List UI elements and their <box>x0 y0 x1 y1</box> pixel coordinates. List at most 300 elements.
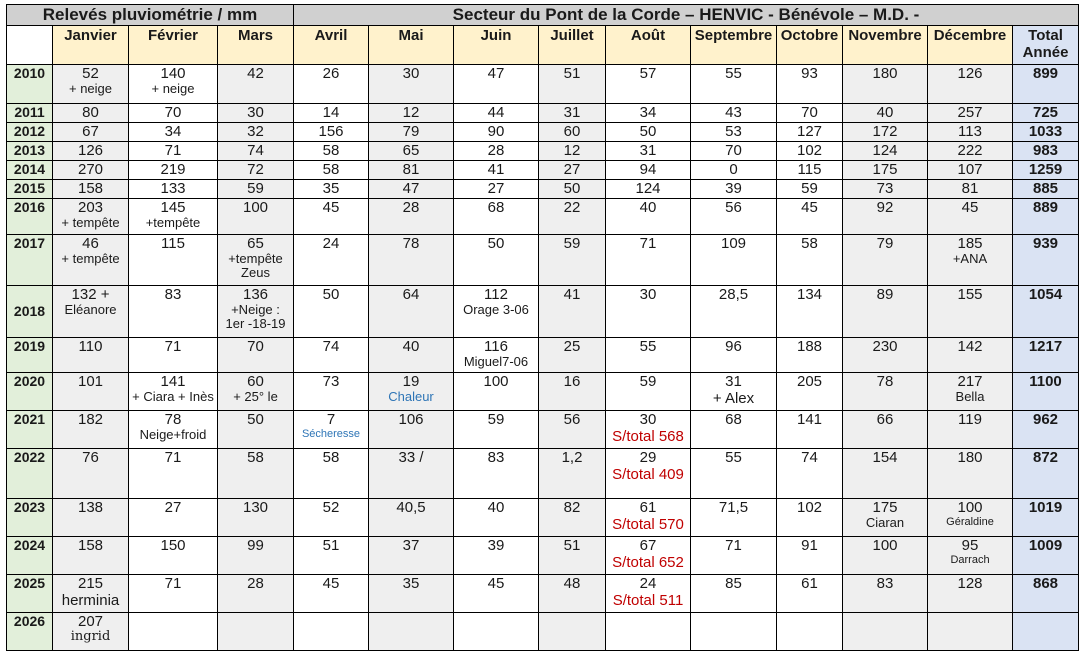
weather-note: Darrach <box>950 554 990 566</box>
rainfall-value: 39 <box>725 180 742 197</box>
rainfall-value: 53 <box>725 123 742 140</box>
year-cell: 2025 <box>7 575 53 613</box>
table-row <box>7 65 1079 104</box>
rainfall-value: 99 <box>247 537 264 554</box>
weather-note: S/total 570 <box>612 516 684 533</box>
rainfall-value: 138 <box>77 499 104 516</box>
rainfall-cell <box>53 65 129 104</box>
rainfall-value: 70 <box>725 142 742 159</box>
rainfall-value: 188 <box>796 338 823 355</box>
rainfall-value: 109 <box>720 235 747 252</box>
rainfall-value: 70 <box>801 104 818 121</box>
year-total-cell: 1009 <box>1013 537 1079 575</box>
year-cell: 2011 <box>7 104 53 123</box>
rainfall-cell <box>843 286 928 338</box>
rainfall-cell <box>454 180 539 199</box>
rainfall-value: 100 <box>872 537 898 554</box>
rainfall-cell <box>129 65 218 104</box>
rainfall-value: 74 <box>801 449 818 466</box>
rainfall-value: 28 <box>487 142 505 159</box>
rainfall-value: 130 <box>242 499 269 516</box>
rainfall-value: 42 <box>247 65 264 82</box>
rainfall-value: 7 <box>326 411 336 428</box>
year-total-cell: 1033 <box>1013 123 1079 142</box>
rainfall-value: 27 <box>164 499 182 516</box>
rainfall-cell <box>369 65 454 104</box>
rainfall-cell <box>928 499 1013 537</box>
rainfall-cell <box>539 199 606 235</box>
total-header-line-1: Total <box>1028 27 1063 44</box>
rainfall-value: 45 <box>487 575 505 592</box>
rainfall-value: 132 + <box>71 286 110 303</box>
rainfall-cell <box>843 373 928 411</box>
rainfall-value: 61 <box>639 499 657 516</box>
rainfall-cell <box>294 499 369 537</box>
rainfall-value: 219 <box>160 161 186 178</box>
rainfall-cell <box>294 199 369 235</box>
table-row <box>7 199 1079 235</box>
rainfall-value: 45 <box>322 575 340 592</box>
year-total-cell: 889 <box>1013 199 1079 235</box>
rainfall-cell <box>777 180 843 199</box>
rainfall-cell <box>928 338 1013 373</box>
rainfall-cell <box>53 575 129 613</box>
rainfall-value: 141 <box>796 411 823 428</box>
rainfall-value: 30 <box>639 286 657 303</box>
rainfall-cell <box>218 286 294 338</box>
rainfall-cell <box>294 235 369 286</box>
weather-note: Ciaran <box>865 515 905 530</box>
weather-note: + neige <box>68 81 112 96</box>
table-row <box>7 235 1079 286</box>
rainfall-cell <box>454 142 539 161</box>
rainfall-value: 40 <box>639 199 657 216</box>
rainfall-value: 203 <box>77 199 104 216</box>
month-header: Mai <box>369 26 454 65</box>
year-total-cell: 1019 <box>1013 499 1079 537</box>
rainfall-value: 56 <box>563 411 581 428</box>
rainfall-value: 50 <box>322 286 340 303</box>
rainfall-value: 119 <box>958 411 982 428</box>
table-row <box>7 123 1079 142</box>
rainfall-cell <box>454 537 539 575</box>
rainfall-cell <box>454 123 539 142</box>
rainfall-cell <box>218 575 294 613</box>
rainfall-value: 58 <box>801 235 818 252</box>
rainfall-cell <box>691 161 777 180</box>
rainfall-value: 90 <box>487 123 505 140</box>
weather-note: 1er -18-19 <box>225 316 286 331</box>
rainfall-cell <box>691 537 777 575</box>
rainfall-value: 27 <box>487 180 505 197</box>
rainfall-cell <box>928 180 1013 199</box>
rainfall-cell <box>294 338 369 373</box>
rainfall-value: 58 <box>322 161 340 178</box>
rainfall-cell <box>691 123 777 142</box>
rainfall-value: 50 <box>563 180 581 197</box>
rainfall-value: 76 <box>82 449 99 466</box>
rainfall-cell <box>843 411 928 449</box>
rainfall-cell <box>928 123 1013 142</box>
rainfall-cell <box>53 104 129 123</box>
rainfall-cell <box>294 575 369 613</box>
rainfall-cell <box>369 449 454 499</box>
month-header: Janvier <box>53 26 129 65</box>
rainfall-cell <box>539 373 606 411</box>
rainfall-value: 47 <box>487 65 505 82</box>
rainfall-cell <box>369 373 454 411</box>
rainfall-value: 182 <box>77 411 104 428</box>
rainfall-cell <box>454 199 539 235</box>
rainfall-value: 31 <box>725 373 742 390</box>
rainfall-value: 67 <box>639 537 657 554</box>
rainfall-cell <box>539 65 606 104</box>
rainfall-cell <box>218 142 294 161</box>
rainfall-cell <box>777 613 843 651</box>
year-total-cell: 1100 <box>1013 373 1079 411</box>
rainfall-cell <box>691 575 777 613</box>
year-cell: 2022 <box>7 449 53 499</box>
rainfall-value: 12 <box>563 142 581 159</box>
rainfall-cell <box>843 235 928 286</box>
rainfall-cell <box>454 373 539 411</box>
rainfall-cell <box>294 180 369 199</box>
rainfall-value: 30 <box>402 65 420 82</box>
rainfall-cell <box>928 449 1013 499</box>
rainfall-cell <box>294 104 369 123</box>
rainfall-cell <box>691 449 777 499</box>
rainfall-cell <box>53 142 129 161</box>
rainfall-cell <box>454 65 539 104</box>
year-cell: 2019 <box>7 338 53 373</box>
rainfall-value: 28 <box>402 199 420 216</box>
rainfall-cell <box>53 373 129 411</box>
rainfall-value: 64 <box>402 286 420 303</box>
rainfall-cell <box>294 373 369 411</box>
rainfall-cell <box>53 180 129 199</box>
rainfall-cell <box>606 161 691 180</box>
rainfall-value: 100 <box>483 373 509 390</box>
rainfall-cell <box>777 537 843 575</box>
rainfall-value: 32 <box>247 123 264 140</box>
month-header: Juillet <box>539 26 606 65</box>
rainfall-value: 158 <box>77 537 104 554</box>
total-header-line-2: Année <box>1022 44 1069 61</box>
rainfall-value: 180 <box>872 65 898 82</box>
title-row <box>7 5 1079 26</box>
rainfall-value: 102 <box>796 499 823 516</box>
rainfall-value: 133 <box>160 180 186 197</box>
rainfall-value: 134 <box>796 286 823 303</box>
weather-note: +Neige : <box>231 302 280 317</box>
year-total-cell: 1259 <box>1013 161 1079 180</box>
rainfall-value: 58 <box>322 142 340 159</box>
rainfall-value: 81 <box>402 161 420 178</box>
rainfall-cell <box>691 142 777 161</box>
rainfall-value: 79 <box>876 235 894 252</box>
rainfall-cell <box>369 180 454 199</box>
table-row <box>7 373 1079 411</box>
rainfall-cell <box>129 199 218 235</box>
rainfall-cell <box>691 338 777 373</box>
rainfall-value: 50 <box>639 123 657 140</box>
year-cell: 2018 <box>7 286 53 338</box>
rainfall-cell <box>129 286 218 338</box>
rainfall-value: 59 <box>247 180 264 197</box>
rainfall-cell <box>294 286 369 338</box>
rainfall-cell <box>129 142 218 161</box>
rainfall-value: 100 <box>242 199 269 216</box>
rainfall-cell <box>777 104 843 123</box>
year-total-cell: 962 <box>1013 411 1079 449</box>
rainfall-value: 52 <box>82 65 99 82</box>
rainfall-cell <box>129 104 218 123</box>
rainfall-cell <box>218 123 294 142</box>
table-row <box>7 411 1079 449</box>
rainfall-cell <box>129 499 218 537</box>
rainfall-cell <box>53 123 129 142</box>
year-total-cell: 872 <box>1013 449 1079 499</box>
rainfall-cell <box>691 499 777 537</box>
rainfall-cell <box>129 180 218 199</box>
weather-note: + Alex <box>712 390 755 407</box>
rainfall-value: 127 <box>796 123 823 140</box>
rainfall-value: 43 <box>725 104 742 121</box>
rainfall-value: 100 <box>957 499 983 516</box>
rainfall-value: 12 <box>402 104 420 121</box>
rainfall-cell <box>454 235 539 286</box>
rainfall-cell <box>53 161 129 180</box>
rainfall-value: 101 <box>77 373 104 390</box>
rainfall-cell <box>928 199 1013 235</box>
rainfall-value: 58 <box>322 449 340 466</box>
year-total-cell <box>1013 613 1079 651</box>
rainfall-value: 91 <box>801 537 818 554</box>
rainfall-value: 180 <box>957 449 983 466</box>
rainfall-cell <box>777 286 843 338</box>
rainfall-cell <box>777 199 843 235</box>
rainfall-value: 16 <box>563 373 581 390</box>
table-row <box>7 338 1079 373</box>
rainfall-value: 1,2 <box>561 449 583 466</box>
rainfall-cell <box>218 235 294 286</box>
rainfall-cell <box>777 161 843 180</box>
rainfall-cell <box>369 613 454 651</box>
rainfall-cell <box>606 373 691 411</box>
rainfall-value: 207 <box>77 613 104 630</box>
rainfall-cell <box>369 575 454 613</box>
rainfall-cell <box>777 235 843 286</box>
rainfall-cell <box>369 161 454 180</box>
table-row <box>7 161 1079 180</box>
rainfall-value: 58 <box>247 449 264 466</box>
rainfall-cell <box>129 235 218 286</box>
sheet-title-right: Secteur du Pont de la Corde – HENVIC - Bénévole – M.D. - <box>294 5 1079 26</box>
rainfall-value: 126 <box>957 65 983 82</box>
rainfall-cell <box>294 449 369 499</box>
rainfall-cell <box>843 142 928 161</box>
rainfall-value: 51 <box>322 537 340 554</box>
rainfall-cell <box>539 575 606 613</box>
rainfall-cell <box>369 286 454 338</box>
rainfall-value: 72 <box>247 161 264 178</box>
rainfall-cell <box>129 537 218 575</box>
weather-note: Bella <box>955 389 985 404</box>
weather-note: S/total 652 <box>612 554 684 571</box>
rainfall-cell <box>539 449 606 499</box>
rainfall-value: 60 <box>247 373 264 390</box>
weather-note: S/total 511 <box>612 592 684 609</box>
rainfall-cell <box>129 161 218 180</box>
rainfall-cell <box>454 613 539 651</box>
rainfall-cell <box>843 199 928 235</box>
rainfall-cell <box>218 180 294 199</box>
rainfall-value: 65 <box>402 142 420 159</box>
rainfall-value: 59 <box>639 373 657 390</box>
rainfall-cell <box>294 411 369 449</box>
table-row <box>7 142 1079 161</box>
year-total-cell: 725 <box>1013 104 1079 123</box>
rainfall-cell <box>454 411 539 449</box>
rainfall-value: 73 <box>322 373 340 390</box>
weather-note: + tempête <box>61 215 120 230</box>
rainfall-cell <box>53 286 129 338</box>
rainfall-cell <box>454 338 539 373</box>
rainfall-cell <box>691 235 777 286</box>
rainfall-value: 85 <box>725 575 742 592</box>
rainfall-cell <box>294 65 369 104</box>
rainfall-value: 116 <box>484 338 508 355</box>
rainfall-value: 155 <box>957 286 983 303</box>
rainfall-value: 59 <box>563 235 581 252</box>
rainfall-value: 141 <box>160 373 186 390</box>
rainfall-cell <box>777 499 843 537</box>
rainfall-value: 60 <box>563 123 581 140</box>
year-cell: 2023 <box>7 499 53 537</box>
rainfall-cell <box>53 235 129 286</box>
rainfall-cell <box>369 142 454 161</box>
rainfall-cell <box>777 142 843 161</box>
month-header: Mars <box>218 26 294 65</box>
weather-note: Eléanore <box>64 302 117 317</box>
table-row <box>7 180 1079 199</box>
rainfall-value: 175 <box>872 499 898 516</box>
rainfall-value: 65 <box>247 235 264 252</box>
rainfall-cell <box>691 199 777 235</box>
rainfall-value: 31 <box>563 104 581 121</box>
rainfall-cell <box>218 411 294 449</box>
rainfall-cell <box>539 142 606 161</box>
rainfall-value: 40 <box>402 338 420 355</box>
rainfall-cell <box>691 65 777 104</box>
rainfall-cell <box>53 338 129 373</box>
rainfall-value: 113 <box>958 123 982 140</box>
rainfall-cell <box>606 104 691 123</box>
rainfall-cell <box>928 286 1013 338</box>
rainfall-value: 28,5 <box>718 286 749 303</box>
rainfall-cell <box>539 235 606 286</box>
rainfall-cell <box>691 286 777 338</box>
rainfall-value: 81 <box>961 180 979 197</box>
rainfall-value: 51 <box>563 537 581 554</box>
rainfall-value: 56 <box>725 199 742 216</box>
rainfall-cell <box>691 613 777 651</box>
rainfall-value: 74 <box>322 338 340 355</box>
rainfall-value: 95 <box>961 537 979 554</box>
rainfall-cell <box>928 537 1013 575</box>
rainfall-cell <box>539 499 606 537</box>
rainfall-value: 217 <box>957 373 983 390</box>
rainfall-cell <box>777 411 843 449</box>
rainfall-cell <box>843 104 928 123</box>
weather-note: Chaleur <box>388 389 434 404</box>
rainfall-cell <box>129 449 218 499</box>
rainfall-value: 41 <box>563 286 581 303</box>
rainfall-cell <box>606 499 691 537</box>
rainfall-cell <box>369 499 454 537</box>
table-row <box>7 537 1079 575</box>
rainfall-cell <box>53 411 129 449</box>
rainfall-value: 172 <box>872 123 898 140</box>
rainfall-value: 78 <box>402 235 420 252</box>
rainfall-value: 68 <box>487 199 505 216</box>
rainfall-cell <box>691 104 777 123</box>
corner-cell <box>7 26 53 65</box>
rainfall-value: 14 <box>322 104 340 121</box>
rainfall-value: 70 <box>164 104 182 121</box>
rainfall-cell <box>843 161 928 180</box>
rainfall-value: 30 <box>639 411 657 428</box>
rainfall-cell <box>928 373 1013 411</box>
rainfall-cell <box>777 373 843 411</box>
weather-note: + Ciara + Inès <box>132 389 214 404</box>
rainfall-value: 45 <box>322 199 340 216</box>
rainfall-value: 26 <box>322 65 340 82</box>
rainfall-value: 55 <box>725 65 742 82</box>
rainfall-cell <box>218 199 294 235</box>
weather-note: Orage 3-06 <box>463 302 529 317</box>
rainfall-cell <box>129 338 218 373</box>
weather-note: Neige+froid <box>139 427 207 442</box>
rainfall-sheet <box>6 4 1079 651</box>
year-cell: 2010 <box>7 65 53 104</box>
rainfall-value: 34 <box>164 123 182 140</box>
rainfall-cell <box>218 537 294 575</box>
weather-note: +tempête <box>228 251 283 266</box>
rainfall-cell <box>129 575 218 613</box>
rainfall-value: 102 <box>796 142 823 159</box>
rainfall-value: 175 <box>872 161 898 178</box>
rainfall-value: 156 <box>318 123 344 140</box>
rainfall-cell <box>218 161 294 180</box>
rainfall-cell <box>928 411 1013 449</box>
rainfall-value: 71 <box>639 235 657 252</box>
rainfall-cell <box>294 537 369 575</box>
year-cell: 2017 <box>7 235 53 286</box>
rainfall-value: 59 <box>487 411 505 428</box>
rainfall-value: 29 <box>639 449 657 466</box>
rainfall-cell <box>218 499 294 537</box>
rainfall-value: 71 <box>725 537 742 554</box>
rainfall-cell <box>129 613 218 651</box>
rainfall-cell <box>218 65 294 104</box>
rainfall-value: 61 <box>801 575 818 592</box>
rainfall-value: 37 <box>402 537 420 554</box>
rainfall-cell <box>928 575 1013 613</box>
total-header <box>1013 26 1079 65</box>
rainfall-cell <box>129 411 218 449</box>
rainfall-value: 83 <box>876 575 894 592</box>
